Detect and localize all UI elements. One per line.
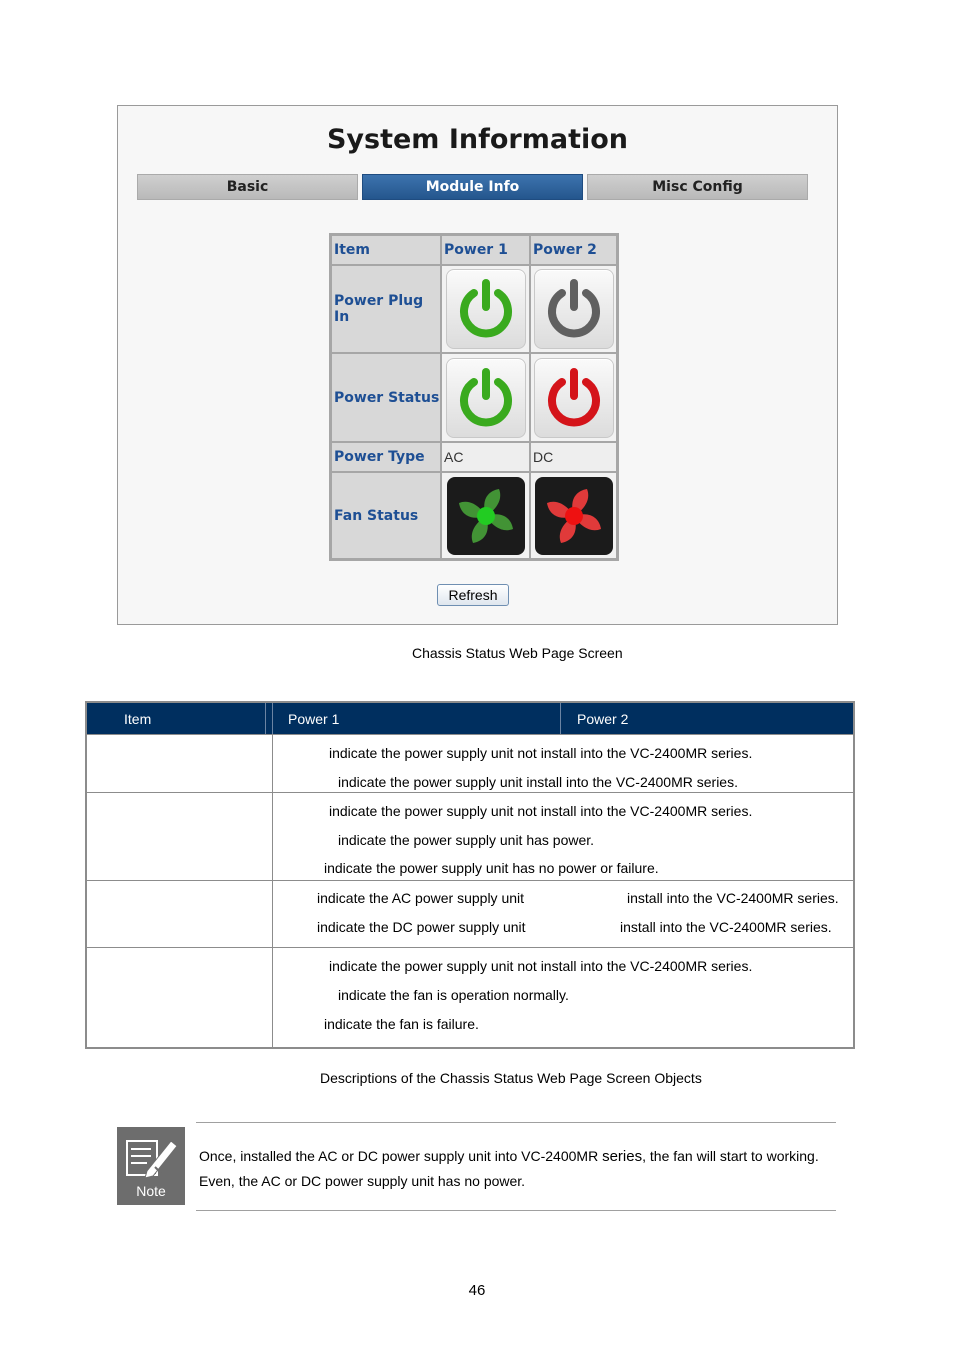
- figure-caption: Chassis Status Web Page Screen: [412, 645, 623, 661]
- module-info-table: [329, 233, 619, 561]
- desc-line: indicate the fan is failure.: [324, 1016, 479, 1032]
- desc-line: install into the VC-2400MR series.: [627, 890, 839, 906]
- power2-type-value: DC: [530, 442, 617, 472]
- page-title: System Information: [326, 124, 629, 155]
- table-caption: Descriptions of the Chassis Status Web Page Screen Objects: [320, 1070, 702, 1086]
- fan-red-icon: [535, 477, 613, 555]
- power-green-icon: [446, 269, 526, 349]
- header-power-1: Power 1: [441, 235, 530, 265]
- power-red-icon: [534, 358, 614, 438]
- desc-line: indicate the power supply unit install into the VC-2400MR series.: [338, 774, 738, 790]
- note-top-rule: [196, 1122, 836, 1123]
- label-power-type: Power Type: [331, 442, 441, 472]
- desc-header-item: Item: [87, 703, 265, 734]
- desc-line: indicate the power supply unit not install into the VC-2400MR series.: [329, 958, 753, 974]
- note-text-line-2: Even, the AC or DC power supply unit has no power.: [199, 1173, 526, 1189]
- power-green-icon: [446, 358, 526, 438]
- system-information-screenshot: [117, 105, 838, 625]
- note-bottom-rule: [196, 1210, 836, 1211]
- tab-basic[interactable]: Basic: [137, 174, 358, 200]
- desc-line: indicate the power supply unit not install into the VC-2400MR series.: [329, 803, 753, 819]
- desc-header-power-1: Power 1: [273, 703, 560, 734]
- note-text-line-1: [199, 1148, 819, 1165]
- power2-plug-in-cell: [530, 265, 617, 353]
- label-power-plug-in: Power Plug In: [331, 265, 441, 353]
- desc-line: install into the VC-2400MR series.: [620, 919, 832, 935]
- tab-misc-config[interactable]: Misc Config: [587, 174, 808, 200]
- desc-line: indicate the power supply unit not install into the VC-2400MR series.: [329, 745, 753, 761]
- note-label: Note: [136, 1183, 166, 1199]
- power-gray-icon: [534, 269, 614, 349]
- power1-type-value: AC: [441, 442, 530, 472]
- refresh-button[interactable]: Refresh: [437, 584, 509, 606]
- desc-line: indicate the AC power supply unit: [317, 890, 525, 906]
- desc-header-power-2: Power 2: [560, 703, 853, 734]
- tab-module-info[interactable]: Module Info: [362, 174, 583, 200]
- desc-line: indicate the DC power supply unit: [317, 919, 526, 935]
- desc-line: indicate the power supply unit has power.: [338, 832, 595, 848]
- desc-line: indicate the fan is operation normally.: [338, 987, 569, 1003]
- note-text-part: , the fan will start to working.: [642, 1148, 819, 1164]
- note-text-part: Once, installed the AC or DC power supply unit into VC-2400MR: [199, 1148, 603, 1164]
- power2-fan-cell: [530, 472, 617, 559]
- power2-status-cell: [530, 353, 617, 442]
- desc-row-plug-in: [87, 734, 853, 793]
- desc-line: indicate the power supply unit has no power or failure.: [324, 860, 659, 876]
- desc-row-fan: [87, 947, 853, 1048]
- note-text-part: series: [602, 1148, 643, 1165]
- desc-row-status: [87, 792, 853, 881]
- header-divider: [265, 703, 273, 734]
- header-power-2: Power 2: [530, 235, 617, 265]
- note-icon: [117, 1127, 185, 1205]
- label-fan-status: Fan Status: [331, 472, 441, 559]
- label-power-status: Power Status: [331, 353, 441, 442]
- power1-status-cell: [441, 353, 530, 442]
- fan-green-icon: [447, 477, 525, 555]
- page-number: 46: [468, 1282, 486, 1299]
- desc-row-type: [87, 880, 853, 948]
- description-table: [85, 701, 855, 1049]
- power1-fan-cell: [441, 472, 530, 559]
- power1-plug-in-cell: [441, 265, 530, 353]
- header-item: Item: [331, 235, 441, 265]
